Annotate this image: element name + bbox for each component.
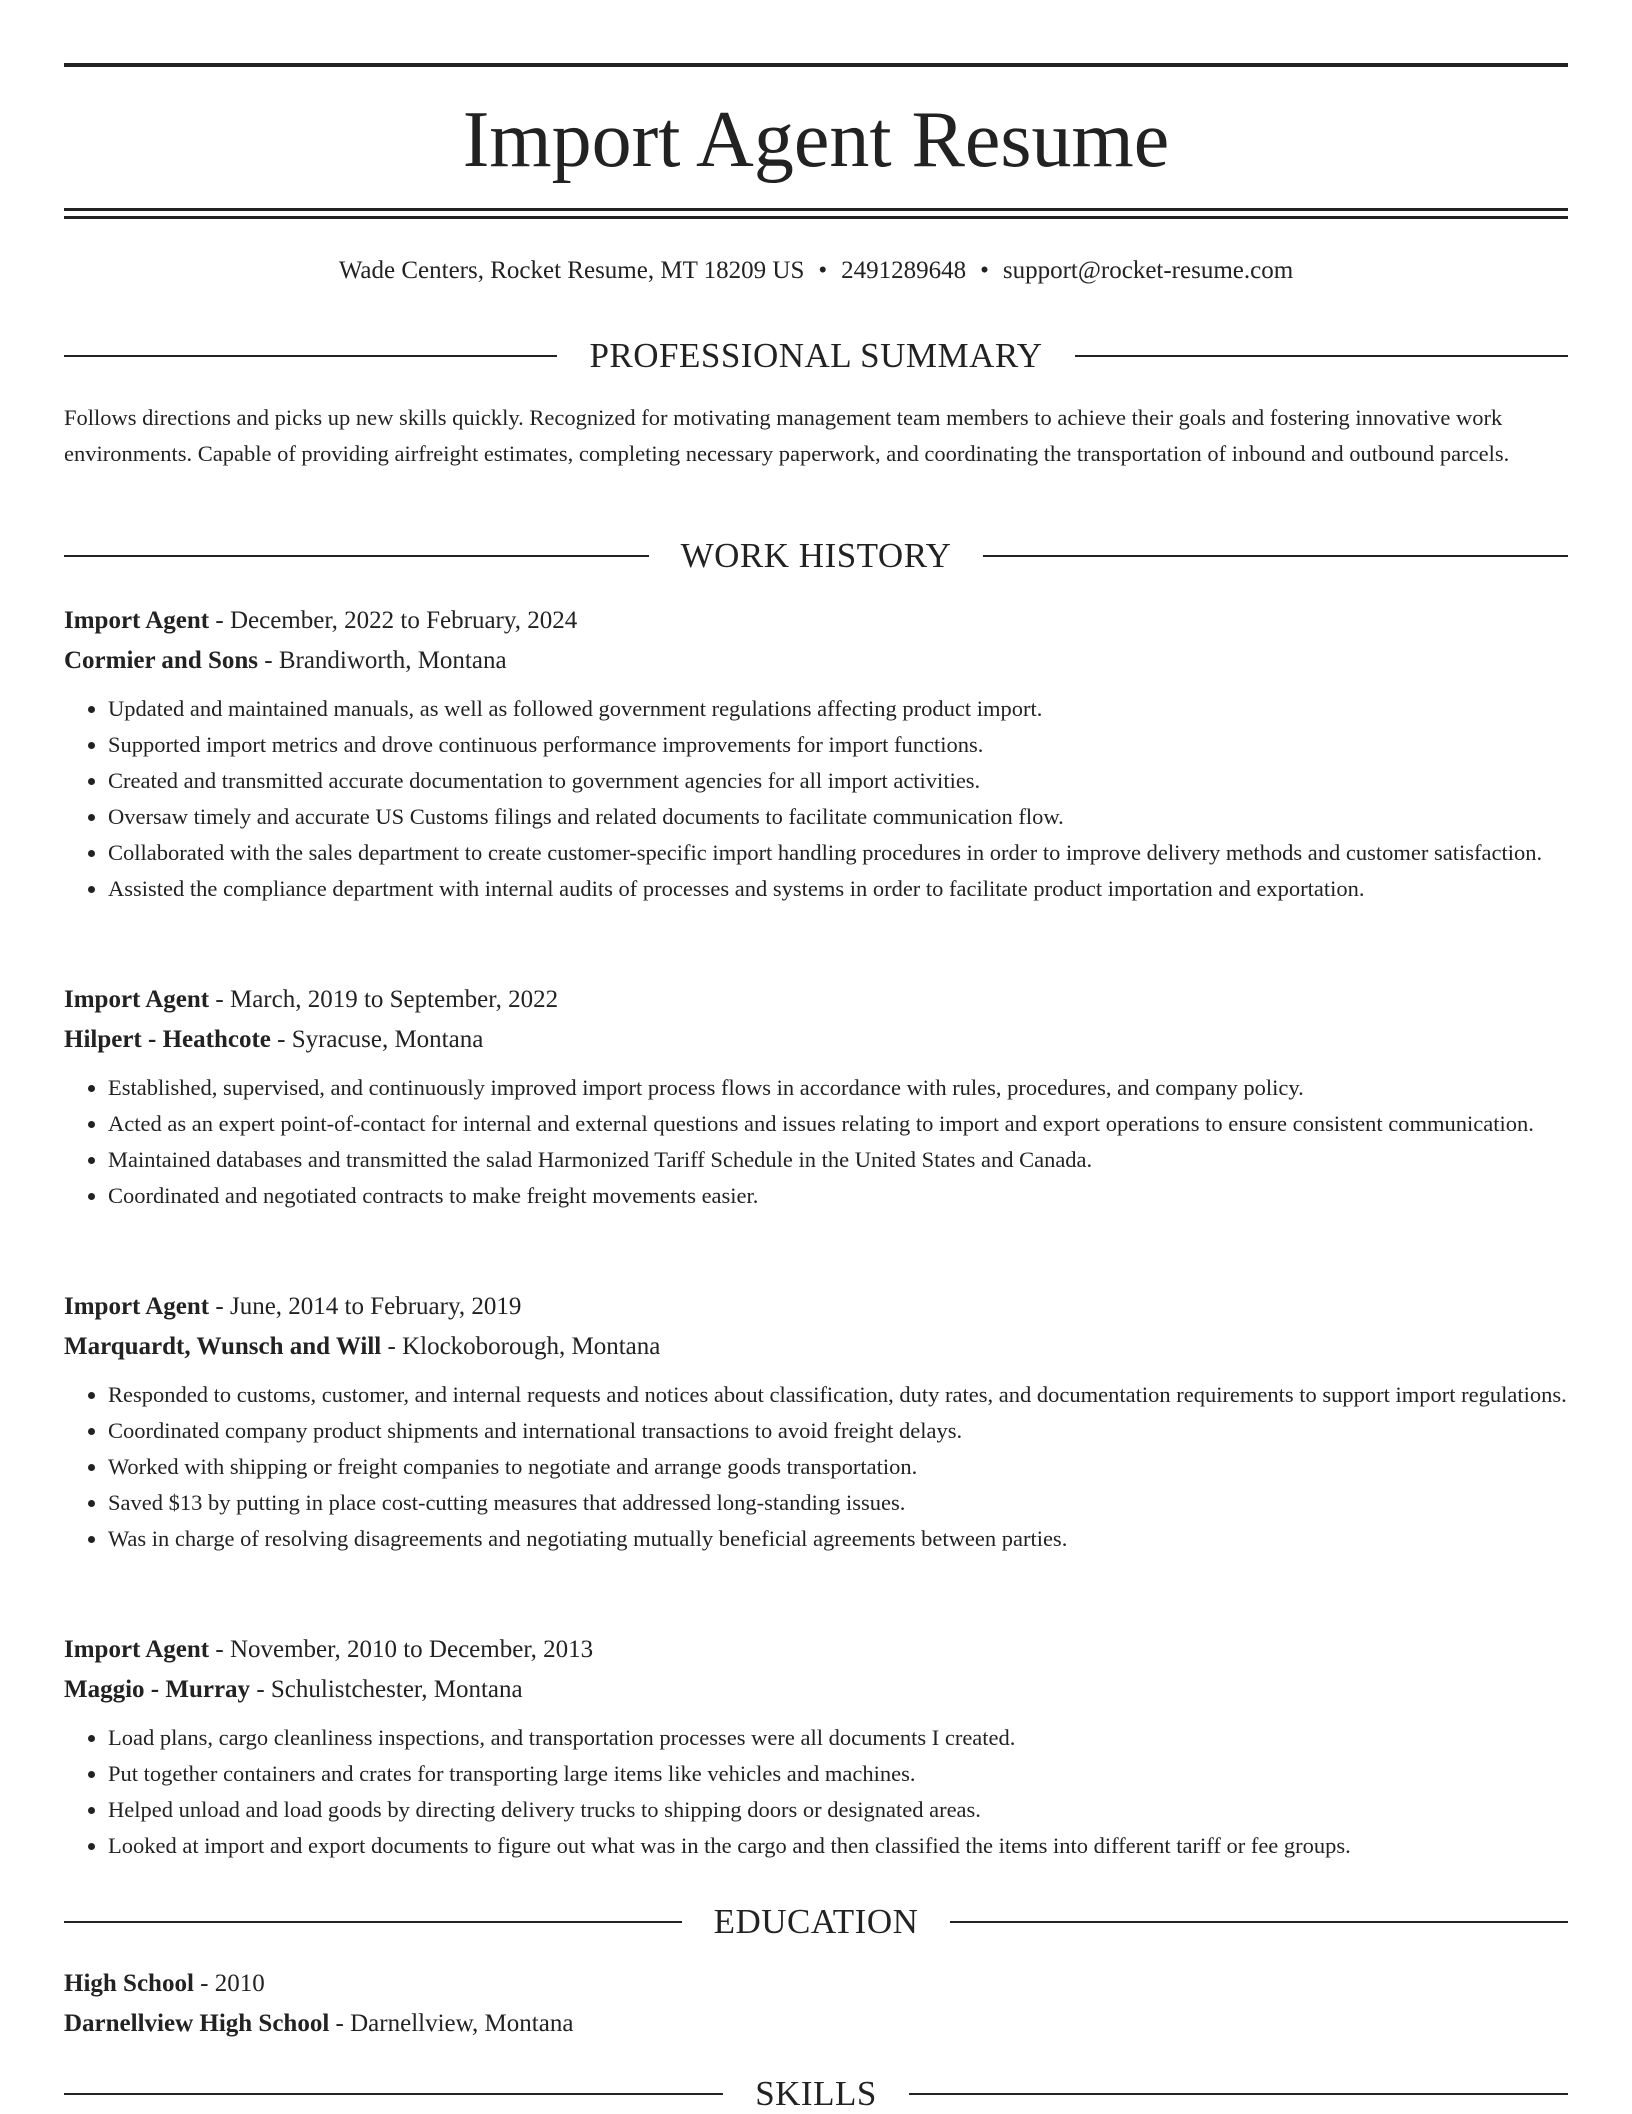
- section-header-work: [64, 536, 1568, 576]
- contact-email: support@rocket-resume.com: [1002, 257, 1294, 284]
- section-rule-right: [909, 2093, 1568, 2095]
- job-bullet: • Coordinated company product shipments and international transactions to avoid freight delays.: [108, 1413, 1568, 1449]
- job-title: Import Agent: [64, 1636, 210, 1663]
- resume-title: Import Agent Resume: [462, 96, 1170, 184]
- job-bullets: [64, 1720, 1568, 1864]
- section-header-skills: [64, 2074, 1568, 2114]
- job-company: Hilpert - Heathcote: [64, 1026, 271, 1053]
- section-rule-left: [64, 555, 649, 557]
- contact-phone: 2491289648: [841, 257, 967, 284]
- job-bullet: • Supported import metrics and drove continuous performance improvements for import functions.: [108, 727, 1568, 763]
- section-rule-left: [64, 1921, 682, 1923]
- job-bullet: • Saved $13 by putting in place cost-cutting measures that addressed long-standing issues.: [108, 1485, 1568, 1521]
- job-bullet: • Created and transmitted accurate documentation to government agencies for all import activities.: [108, 763, 1568, 799]
- contact-separator: •: [818, 257, 828, 284]
- job-company-line: [64, 1327, 1568, 1367]
- job-title-line: [64, 980, 1568, 1020]
- contact-separator: •: [980, 257, 989, 284]
- job-bullets: [64, 691, 1568, 907]
- job-bullet: • Oversaw timely and accurate US Customs filings and related documents to facilitate communication flow.: [108, 799, 1568, 835]
- professional-summary: Follows directions and picks up new skills quickly. Recognized for motivating management team members to achieve their goals and fostering innovative work environments. Capable of providing airfreight estimates, completing necessary paperwork, and coordinating the transportation of inbound and outbound parcels.: [64, 405, 1510, 466]
- section-title-work: WORK HISTORY: [680, 536, 952, 575]
- title-rule-upper: [64, 208, 1568, 211]
- section-rule-right: [1075, 355, 1568, 357]
- job-bullet: • Updated and maintained manuals, as well as followed government regulations affecting product import.: [108, 691, 1568, 727]
- job-bullet: • Coordinated and negotiated contracts to make freight movements easier.: [108, 1178, 1568, 1214]
- job-company-line: [64, 1670, 1568, 1710]
- education-degree: High School: [64, 1970, 194, 1997]
- section-header-education: [64, 1902, 1568, 1942]
- job-bullet: • Assisted the compliance department with internal audits of processes and systems in order to facilitate product importation and exportation.: [108, 871, 1568, 907]
- title-rule-lower: [64, 216, 1568, 219]
- section-title-education: EDUCATION: [713, 1902, 919, 1941]
- job-bullet: • Looked at import and export documents to figure out what was in the cargo and then classified the items into different tariff or fee groups.: [108, 1828, 1568, 1864]
- section-rule-left: [64, 355, 557, 357]
- job-entry: [64, 980, 1568, 1214]
- job-bullet: • Acted as an expert point-of-contact for internal and external questions and issues relating to import and export operations to ensure consistent communication.: [108, 1106, 1568, 1142]
- section-rule-right: [950, 1921, 1568, 1923]
- education-entry: [64, 1964, 1568, 2044]
- job-company: Cormier and Sons: [64, 647, 259, 674]
- job-bullet: • Collaborated with the sales department to create customer-specific import handling procedures in order to improve delivery methods and customer satisfaction.: [108, 835, 1568, 871]
- job-company-line: [64, 1020, 1568, 1060]
- job-title-line: [64, 1287, 1568, 1327]
- job-entry: [64, 1287, 1568, 1557]
- contact-line: [64, 254, 1568, 288]
- job-bullet: • Established, supervised, and continuously improved import process flows in accordance with rules, procedures, and company policy.: [108, 1070, 1568, 1106]
- top-rule: [64, 63, 1568, 67]
- job-title: Import Agent: [64, 1293, 210, 1320]
- job-entry: [64, 601, 1568, 907]
- section-header-summary: [64, 336, 1568, 376]
- education-year: - 2010: [193, 1970, 265, 1997]
- job-dates: - June, 2014 to February, 2019: [209, 1293, 522, 1320]
- job-bullet: • Responded to customs, customer, and internal requests and notices about classification, duty rates, and documentation requirements to support import regulations.: [108, 1377, 1568, 1413]
- job-title-line: [64, 1630, 1568, 1670]
- job-location: - Syracuse, Montana: [270, 1026, 484, 1053]
- job-title: Import Agent: [64, 986, 210, 1013]
- job-title-line: [64, 601, 1568, 641]
- job-bullet: • Was in charge of resolving disagreements and negotiating mutually beneficial agreements between parties.: [108, 1521, 1568, 1557]
- job-location: - Brandiworth, Montana: [258, 647, 507, 674]
- education-location: - Darnellview, Montana: [329, 2010, 574, 2037]
- job-company: Maggio - Murray: [64, 1676, 251, 1703]
- education-school: Darnellview High School: [64, 2010, 330, 2037]
- job-dates: - March, 2019 to September, 2022: [209, 986, 559, 1013]
- job-bullet: • Put together containers and crates for transporting large items like vehicles and machines.: [108, 1756, 1568, 1792]
- job-location: - Klockoborough, Montana: [381, 1333, 661, 1360]
- job-company: Marquardt, Wunsch and Will: [64, 1333, 382, 1360]
- section-rule-right: [983, 555, 1568, 557]
- job-bullet: • Maintained databases and transmitted the salad Harmonized Tariff Schedule in the United States and Canada.: [108, 1142, 1568, 1178]
- job-company-line: [64, 641, 1568, 681]
- education-school-line: [64, 2004, 1568, 2044]
- job-bullet: • Helped unload and load goods by directing delivery trucks to shipping doors or designated areas.: [108, 1792, 1568, 1828]
- job-dates: - November, 2010 to December, 2013: [209, 1636, 594, 1663]
- job-dates: - December, 2022 to February, 2024: [209, 607, 578, 634]
- section-title-skills: SKILLS: [755, 2074, 877, 2113]
- contact-address: Wade Centers, Rocket Resume, MT 18209 US: [338, 257, 805, 284]
- job-title: Import Agent: [64, 607, 210, 634]
- job-bullet: • Load plans, cargo cleanliness inspections, and transportation processes were all documents I created.: [108, 1720, 1568, 1756]
- section-title-summary: PROFESSIONAL SUMMARY: [589, 336, 1043, 375]
- job-bullets: [64, 1377, 1568, 1557]
- job-bullets: [64, 1070, 1568, 1214]
- education-degree-line: [64, 1964, 1568, 2004]
- job-location: - Schulistchester, Montana: [250, 1676, 523, 1703]
- section-rule-left: [64, 2093, 723, 2095]
- job-bullet: • Worked with shipping or freight companies to negotiate and arrange goods transportation.: [108, 1449, 1568, 1485]
- job-entry: [64, 1630, 1568, 1864]
